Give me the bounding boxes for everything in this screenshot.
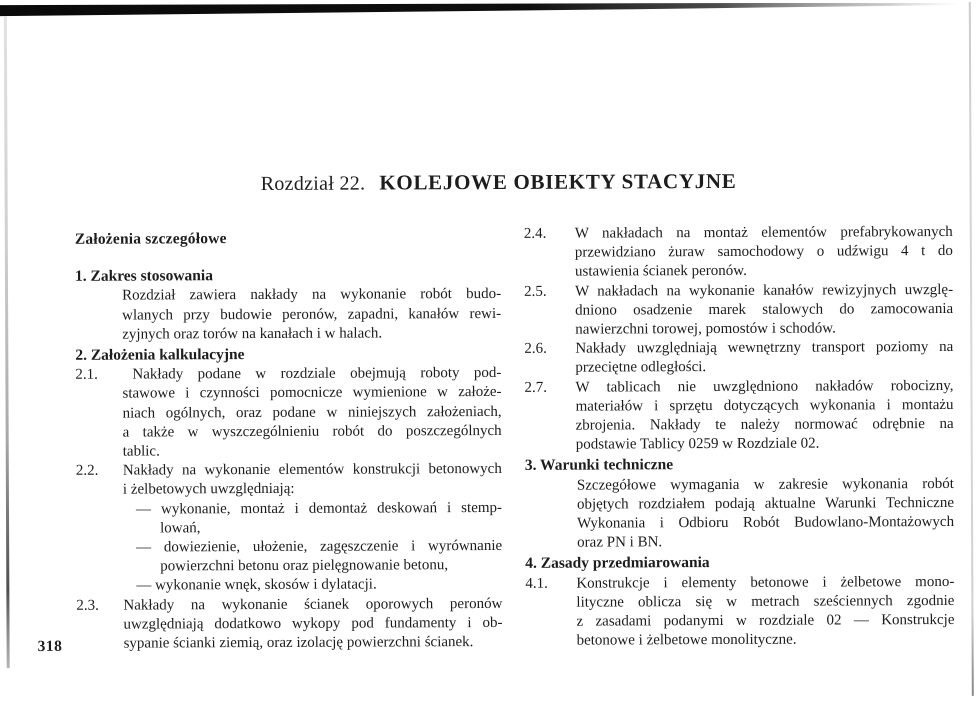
- item-2-4: [524, 223, 953, 282]
- dash-item-2: — dowiezienie, ułożenie, zagęszczenie i wyrównanie powierzchni betonu oraz pielęgnowanie betonu,: [136, 537, 503, 575]
- item-number: 2.1.: [75, 366, 98, 384]
- item-number: 2.2.: [75, 462, 99, 480]
- item-text: Nakłady na wykonanie elementów konstrukcji betonowych i żelbetowych uwzględniają:: [122, 461, 502, 499]
- chapter-title: [10, 168, 978, 197]
- item-number: 2.6.: [524, 340, 547, 358]
- scan-artifact-top-bar: [0, 0, 977, 24]
- item-2-1: [75, 364, 501, 462]
- left-column: [75, 228, 503, 654]
- item-2-6: [524, 338, 953, 378]
- right-column: [524, 223, 955, 651]
- item-text: Konstrukcje i elementy betonowe i żelbetowe mono- lityczne oblicza się w metrach sześciennych zgodnie z zasadami podanymi w rozdziale 02 — Konstrukcje betonowe i żelbetowe monolityczne.: [576, 573, 955, 649]
- page-number: 318: [37, 637, 63, 655]
- item-2-5: [524, 281, 953, 340]
- dash-item-3: — wykonanie wnęk, skosów i dylatacji.: [136, 576, 377, 594]
- section-1-heading: 1. Zakres stosowania: [74, 267, 213, 286]
- detailed-assumptions-heading: Założenia szczegółowe: [74, 230, 227, 248]
- item-text: Nakłady podane w rozdziale obejmują roboty pod- stawowe i czynności pomocnicze wymienione w założe- niach ogólnych, oraz podane w niniejszych założeniach, a także w wyszczególnieniu robót do poszczególnych tablic.: [122, 365, 502, 460]
- item-text: Nakłady uwzględniają wewnętrzny transport poziomy na przeciętne odległości.: [575, 339, 954, 377]
- item-body: [123, 460, 503, 596]
- item-text: W nakładach na wykonanie kanałów rewizyjnych uwzglę- dniono osadzenie marek stalowych do zamocowania nawierzchni torowej, pomostów i schodów.: [575, 281, 954, 338]
- section-1-paragraph: Rozdział zawiera nakłady na wykonanie robót budo- wlanych przy budowie peronów, zapadni, kanałów rewi- zyjnych oraz torów na kanałach i w halach.: [122, 286, 502, 343]
- section-3-paragraph: Szczegółowe wymagania w zakresie wykonania robót objętych rozdziałem podają aktualne Warunki Techniczne Wykonania i Odbioru Robót Budowlano-Montażowych oraz PN i BN.: [576, 475, 955, 551]
- item-number: 4.1.: [525, 575, 548, 592]
- item-2-3: [76, 595, 502, 654]
- item-number: 2.4.: [523, 225, 547, 242]
- dash-item-1: — wykonanie, montaż i demontaż deskowań i stemp- lowań,: [135, 499, 503, 537]
- scan-artifact-right-edge: [969, 2, 974, 696]
- item-number: 2.5.: [524, 283, 547, 300]
- chapter-name: KOLEJOWE OBIEKTY STACYJNE: [379, 168, 737, 195]
- item-text: Nakłady na wykonanie ścianek oporowych peronów uwzględniają dodatkowo wykopy pod fundamenty i ob- sypanie ścianki ziemią, oraz izolację powierzchni ścianek.: [123, 595, 503, 652]
- item-number: 2.3.: [76, 597, 99, 614]
- item-text: W nakładach na montaż elementów prefabrykowanych przewidziano żuraw samochodowy o udźwigu 4 t do ustawienia ścianek peronów.: [574, 223, 953, 281]
- chapter-number: Rozdział 22.: [260, 172, 366, 195]
- scan-artifact-left-edge: [4, 16, 9, 668]
- item-2-7: [524, 377, 953, 456]
- item-2-2: [76, 460, 503, 596]
- section-2-heading: 2. Założenia kalkulacyjne: [75, 346, 245, 364]
- item-number: 2.7.: [524, 379, 548, 396]
- section-3-heading: 3. Warunki techniczne: [524, 456, 674, 475]
- item-4-1: [525, 573, 954, 652]
- item-text: W tablicach nie uwzględniono nakładów robocizny, materiałów i sprzętu dotyczących wykonania i montażu zbrojenia. Nakłady te należy normować odrębnie na podstawie Tablicy 0259 w Rozdziale 02.: [575, 377, 954, 453]
- section-4-heading: 4. Zasady przedmiarowania: [525, 554, 710, 573]
